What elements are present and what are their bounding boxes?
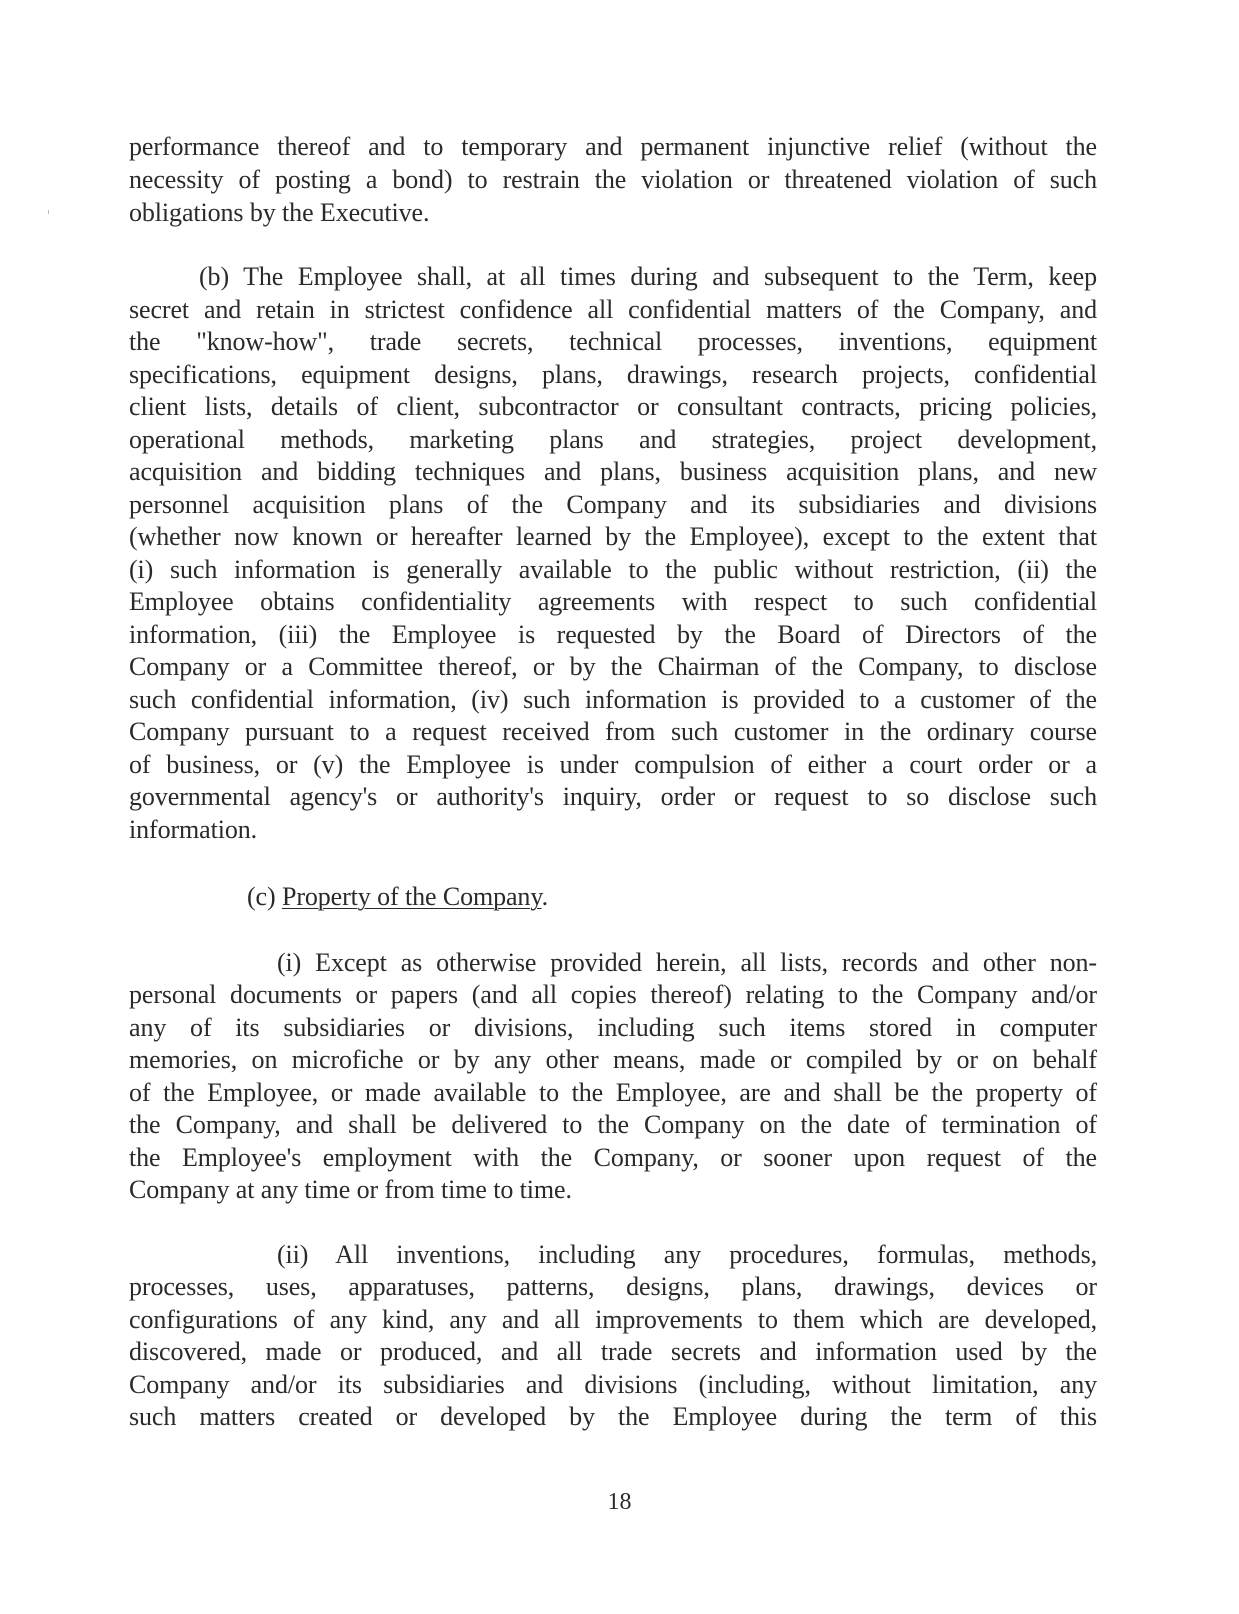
text-line: the Company, and shall be delivered to the Company on the date of termination of (129, 1110, 1097, 1139)
text-line: governmental agency's or authority's inquiry, order or request to so disclose such (129, 782, 1097, 811)
text-line: (whether now known or hereafter learned by the Employee), except to the extent that (129, 522, 1097, 551)
text-line: discovered, made or produced, and all trade secrets and information used by the (129, 1337, 1097, 1366)
text-line: specifications, equipment designs, plans, drawings, research projects, confidential (129, 360, 1097, 389)
section-c-suffix: . (541, 882, 548, 911)
text-line: memories, on microfiche or by any other means, made or compiled by or on behalf (129, 1045, 1097, 1074)
page-number: 18 (607, 1489, 632, 1515)
section-c-heading (247, 881, 548, 913)
text-line: information. (129, 815, 258, 844)
text-line: such matters created or developed by the Employee during the term of this (129, 1402, 1097, 1431)
text-line: configurations of any kind, any and all improvements to them which are developed, (129, 1305, 1097, 1334)
text-line: (i) Except as otherwise provided herein, all lists, records and other non- (277, 948, 1097, 977)
section-c-prefix: (c) (247, 882, 282, 911)
text-line: Company or a Committee thereof, or by the Chairman of the Company, to disclose (129, 652, 1097, 681)
text-line: Employee obtains confidentiality agreements with respect to such confidential (129, 587, 1097, 616)
text-line: the Employee's employment with the Company, or sooner upon request of the (129, 1143, 1097, 1172)
text-line: (i) such information is generally available to the public without restriction, (ii) the (129, 555, 1097, 584)
text-line: Company and/or its subsidiaries and divisions (including, without limitation, any (129, 1370, 1097, 1399)
text-line: Company pursuant to a request received from such customer in the ordinary course (129, 717, 1097, 746)
text-line: personal documents or papers (and all copies thereof) relating to the Company and/or (129, 980, 1097, 1009)
text-line: of business, or (v) the Employee is under compulsion of either a court order or a (129, 750, 1097, 779)
text-line: acquisition and bidding techniques and plans, business acquisition plans, and new (129, 457, 1097, 486)
text-line: such confidential information, (iv) such information is provided to a customer of the (129, 685, 1097, 714)
text-line: obligations by the Executive. (129, 198, 430, 227)
section-c-title: Property of the Company (281, 882, 542, 911)
scan-artifact (48, 210, 49, 214)
text-line: processes, uses, apparatuses, patterns, designs, plans, drawings, devices or (129, 1272, 1097, 1301)
text-line: personnel acquisition plans of the Company and its subsidiaries and divisions (129, 490, 1097, 519)
text-line: (ii) All inventions, including any procedures, formulas, methods, (277, 1240, 1097, 1269)
text-line: necessity of posting a bond) to restrain the violation or threatened violation of such (129, 165, 1097, 194)
text-line: secret and retain in strictest confidence all confidential matters of the Company, and (129, 295, 1097, 324)
text-line: operational methods, marketing plans and strategies, project development, (129, 425, 1097, 454)
text-line: the "know-how", trade secrets, technical processes, inventions, equipment (129, 327, 1097, 356)
text-line: Company at any time or from time to time. (129, 1175, 572, 1204)
text-line: of the Employee, or made available to the Employee, are and shall be the property of (129, 1078, 1097, 1107)
text-line: (b) The Employee shall, at all times during and subsequent to the Term, keep (199, 262, 1097, 291)
text-line: any of its subsidiaries or divisions, including such items stored in computer (129, 1013, 1097, 1042)
text-line: performance thereof and to temporary and permanent injunctive relief (without the (129, 132, 1097, 161)
text-line: client lists, details of client, subcontractor or consultant contracts, pricing policies, (129, 392, 1097, 421)
text-line: information, (iii) the Employee is requested by the Board of Directors of the (129, 620, 1097, 649)
